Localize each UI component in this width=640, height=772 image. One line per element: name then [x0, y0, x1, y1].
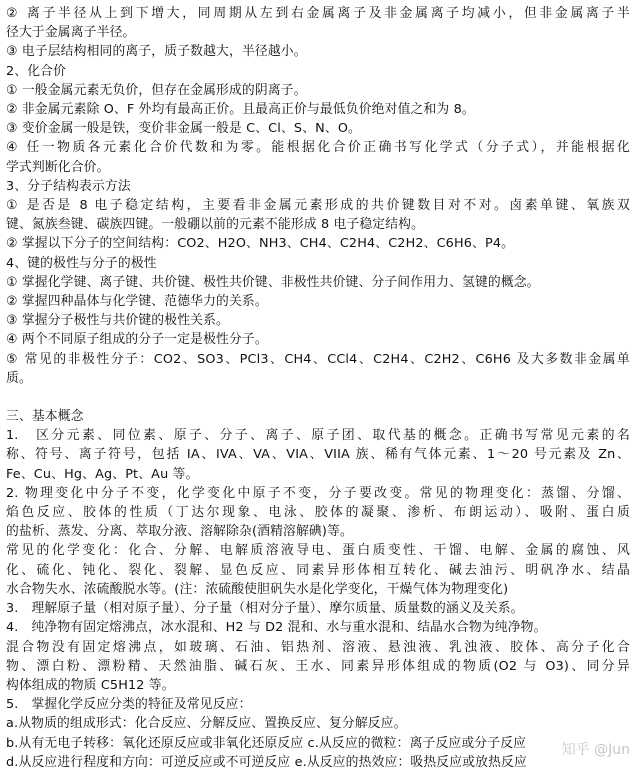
text-line: 2. 物理变化中分子不变，化学变化中原子不变，分子要改变。常见的物理变化：蒸馏、分馏、 [6, 485, 630, 501]
text-line: ⑤ 常见的非极性分子：CO2、SO3、PCl3、CH4、CCl4、C2H4、C2H2、C6H6 及大多数非金属单 [6, 351, 630, 367]
text-line: ④ 任一物质各元素化合价代数和为零。能根据化合价正确书写化学式（分子式），并能根据化 [6, 140, 630, 156]
text-line: 常见的化学变化：化合、分解、电解质溶液导电、蛋白质变性、干馏、电解、金属的腐蚀、风 [6, 543, 630, 559]
text-line: d.从反应进行程度和方向：可逆反应或不可逆反应 e.从反应的热效应：吸热反应或放热反应 [6, 754, 527, 770]
text-line: a.从物质的组成形式：化合反应、分解反应、置换反应、复分解反应。 [6, 716, 407, 732]
text-line: 径大于金属离子半径。 [6, 25, 136, 41]
text-line: 构体组成的物质 C5H12 等。 [6, 677, 175, 693]
text-line: 混合物没有固定熔沸点，如玻璃、石油、铝热剂、溶液、悬浊液、乳浊液、胶体、高分子化合 [6, 639, 630, 655]
text-line: ③ 电子层结构相同的离子，质子数越大，半径越小。 [6, 44, 307, 60]
text-line: ② 掌握以下分子的空间结构：CO2、H2O、NH3、CH4、C2H4、C2H2、C6H6、P4。 [6, 236, 515, 252]
text-line: 的盐析、蒸发、分离、萃取分液、溶解除杂(酒精溶解碘)等。 [6, 524, 353, 540]
text-line: ③ 掌握分子极性与共价键的极性关系。 [6, 313, 229, 329]
text-line: 3. 理解原子量（相对原子量）、分子量（相对分子量）、摩尔质量、质量数的涵义及关系。 [6, 601, 524, 617]
text-line: 键、氮族叁键、碳族四键。一般硼以前的元素不能形成 8 电子稳定结构。 [6, 217, 425, 233]
text-line: ① 是否是 8 电子稳定结构，主要看非金属元素形成的共价键数目对不对。卤素单键、氧族双 [6, 198, 630, 214]
text-line: Fe、Cu、Hg、Ag、Pt、Au 等。 [6, 466, 199, 482]
section-heading: 3、分子结构表示方法 [6, 178, 131, 194]
chapter-heading: 三、基本概念 [6, 409, 84, 425]
text-line: b.从有无电子转移：氧化还原反应或非氧化还原反应 c.从反应的微粒：离子反应或分子反应 [6, 735, 527, 751]
text-line: 质。 [6, 370, 32, 386]
text-line: 水合物失水、浓硫酸脱水等。(注：浓硫酸使胆矾失水是化学变化，干燥气体为物理变化) [6, 581, 509, 597]
text-line: 物、漂白粉、漂粉精、天然油脂、碱石灰、王水、同素异形体组成的物质(O2 与 O3)、同分异 [6, 658, 630, 674]
text-line: 学式判断化合价。 [6, 159, 110, 175]
text-line: ② 掌握四种晶体与化学键、范德华力的关系。 [6, 294, 268, 310]
text-line: 4. 纯净物有固定熔沸点，冰水混和、H2 与 D2 混和、水与重水混和、结晶水合物为纯净物。 [6, 620, 547, 636]
document-body [6, 4, 630, 772]
text-line: 5. 掌握化学反应分类的特征及常见反应： [6, 697, 252, 713]
section-heading: 2、化合价 [6, 63, 67, 79]
text-line: ④ 两个不同原子组成的分子一定是极性分子。 [6, 332, 268, 348]
text-line: ② 离子半径从上到下增大，同周期从左到右金属离子及非金属离子均减小，但非金属离子半 [6, 6, 630, 21]
text-line: ③ 变价金属一般是铁，变价非金属一般是 C、Cl、S、N、O。 [6, 121, 361, 137]
text-line: ② 非金属元素除 O、F 外均有最高正价。且最高正价与最低负价绝对值之和为 8。 [6, 102, 475, 118]
watermark: 知乎 @Jun [561, 742, 630, 758]
text-line: 1. 区分元素、同位素、原子、分子、离子、原子团、取代基的概念。正确书写常见元素的名 [6, 428, 630, 444]
blank-line [6, 388, 630, 407]
section-heading: 4、键的极性与分子的极性 [6, 255, 157, 271]
text-line: ① 掌握化学键、离子键、共价键、极性共价键、非极性共价键、分子间作用力、氢键的概念。 [6, 274, 540, 290]
text-line: 焰色反应、胶体的性质（丁达尔现象、电泳、胶体的凝聚、渗析、布朗运动）、吸附、蛋白质 [6, 505, 630, 521]
text-line: 称、符号、离子符号，包括 IA、IVA、VA、VIA、VIIA 族、稀有气体元素、1～20 号元素及 Zn、 [6, 447, 630, 463]
text-line: ① 一般金属元素无负价，但存在金属形成的阴离子。 [6, 82, 307, 98]
text-line: 化、硫化、钝化、裂化、裂解、显色反应、同素异形体相互转化、碱去油污、明矾净水、结晶 [6, 562, 630, 578]
